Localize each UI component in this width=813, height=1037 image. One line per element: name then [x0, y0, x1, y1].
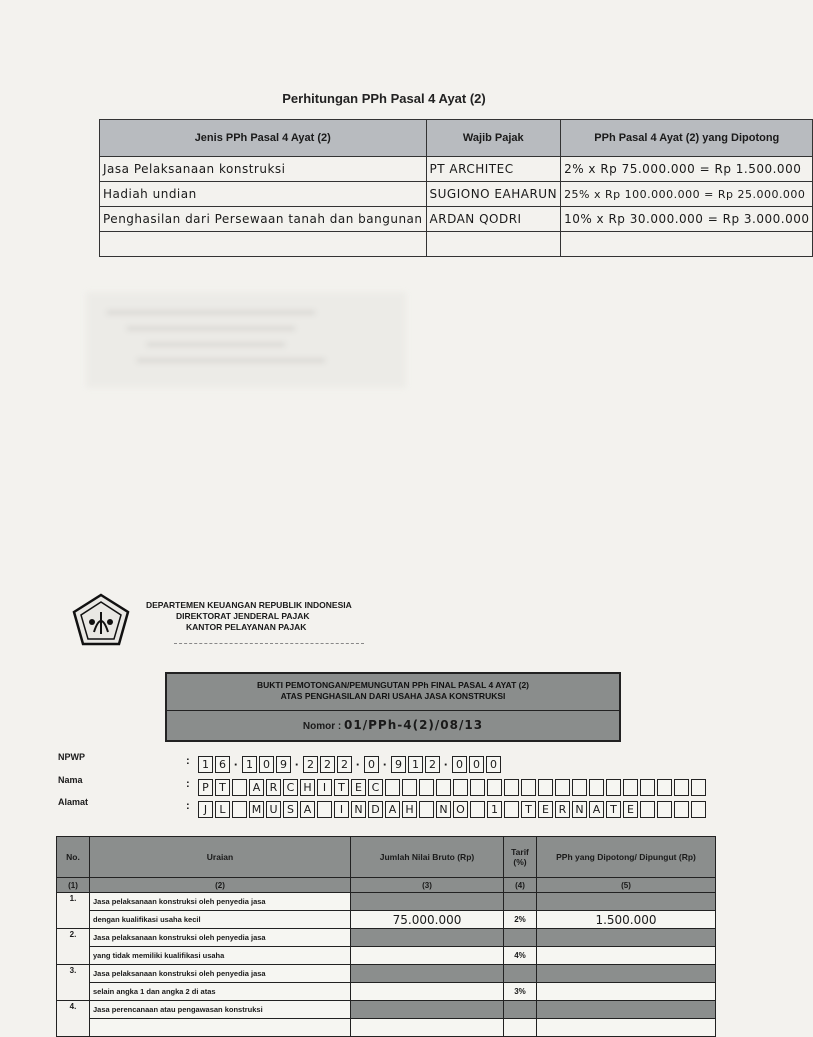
worksheet-cell-empty: [561, 232, 813, 257]
nama-char-box: [504, 779, 519, 796]
worksheet-cell-jenis: Jasa Pelaksanaan konstruksi: [100, 157, 427, 182]
alamat-char-box: N: [351, 801, 366, 818]
alamat-char-box: O: [453, 801, 468, 818]
form-header-uraian: Uraian: [90, 837, 351, 878]
nama-char-box: P: [198, 779, 213, 796]
npwp-digit-box: 9: [276, 756, 291, 773]
row-number: 1.: [57, 893, 90, 929]
erased-scribble: [86, 292, 406, 388]
nomor-row: [167, 710, 619, 739]
nama-char-box: T: [334, 779, 349, 796]
nama-char-box: [691, 779, 706, 796]
worksheet-cell-wajib: SUGIONO EAHARUN: [426, 182, 561, 207]
npwp-digit-box: 9: [391, 756, 406, 773]
npwp-separator: ·: [294, 757, 300, 772]
alamat-char-box: [419, 801, 434, 818]
row-description: Jasa pelaksanaan konstruksi oleh penyedia jasa: [90, 929, 351, 947]
pph-shade: [537, 965, 716, 983]
alamat-char-box: R: [555, 801, 570, 818]
bruto-shade: [351, 893, 504, 911]
npwp-digit-box: 2: [320, 756, 335, 773]
row-description: selain angka 1 dan angka 2 di atas: [90, 983, 351, 1001]
alamat-char-box: [317, 801, 332, 818]
table-row: [100, 207, 813, 232]
colon: :: [186, 755, 190, 767]
nama-char-box: H: [300, 779, 315, 796]
alamat-char-box: 1: [487, 801, 502, 818]
npwp-digit-box: 2: [303, 756, 318, 773]
agency-line: KANTOR PELAYANAN PAJAK: [186, 622, 307, 632]
nama-char-box: [402, 779, 417, 796]
column-number: (5): [537, 878, 716, 893]
worksheet-cell-wajib: PT ARCHITEC: [426, 157, 561, 182]
nama-char-box: R: [266, 779, 281, 796]
nama-char-box: C: [368, 779, 383, 796]
worksheet-header-jenis: Jenis PPh Pasal 4 Ayat (2): [100, 120, 427, 157]
npwp-digit-box: 1: [242, 756, 257, 773]
bruto-value: [351, 983, 504, 1001]
npwp-separator: ·: [355, 757, 361, 772]
npwp-digit-box: 0: [259, 756, 274, 773]
alamat-char-box: S: [283, 801, 298, 818]
table-row: [57, 911, 716, 929]
alamat-char-box: N: [436, 801, 451, 818]
nama-char-box: A: [249, 779, 264, 796]
tarif-shade: [504, 965, 537, 983]
alamat-char-box: [674, 801, 689, 818]
row-number: 3.: [57, 965, 90, 1001]
agency-header: [146, 600, 364, 644]
row-description: [90, 1019, 351, 1037]
form-header-pph: PPh yang Dipotong/ Dipungut (Rp): [537, 837, 716, 878]
npwp-digit-box: 0: [469, 756, 484, 773]
table-row: [57, 1001, 716, 1019]
npwp-digit-box: 2: [425, 756, 440, 773]
nama-char-box: [521, 779, 536, 796]
nama-char-box: [436, 779, 451, 796]
tarif-value: [504, 1019, 537, 1037]
tarif-shade: [504, 893, 537, 911]
table-row: [57, 929, 716, 947]
nama-char-box: C: [283, 779, 298, 796]
column-number-row: [57, 878, 716, 893]
alamat-char-box: [232, 801, 247, 818]
agency-line: DIREKTORAT JENDERAL PAJAK: [176, 611, 310, 621]
worksheet-cell-wajib: ARDAN QODRI: [426, 207, 561, 232]
worksheet-cell-jenis: Hadiah undian: [100, 182, 427, 207]
tarif-value: 3%: [504, 983, 537, 1001]
row-description: dengan kualifikasi usaha kecil: [90, 911, 351, 929]
tarif-value: 4%: [504, 947, 537, 965]
column-number: (4): [504, 878, 537, 893]
alamat-label: Alamat: [58, 797, 89, 807]
worksheet-cell-jenis: Penghasilan dari Persewaan tanah dan bangunan: [100, 207, 427, 232]
tax-office-emblem-icon: [70, 592, 132, 648]
nama-char-box: [385, 779, 400, 796]
worksheet-cell-empty: [100, 232, 427, 257]
worksheet-cell-pph: 2% x Rp 75.000.000 = Rp 1.500.000: [561, 157, 813, 182]
nomor-label: Nomor :: [302, 721, 342, 732]
bruto-value: [351, 1019, 504, 1037]
pph-value: [537, 983, 716, 1001]
npwp-boxes: [198, 756, 501, 773]
alamat-char-box: D: [368, 801, 383, 818]
table-row: [100, 157, 813, 182]
alamat-char-box: I: [334, 801, 349, 818]
form-table: [56, 836, 716, 1037]
worksheet-header-pph: PPh Pasal 4 Ayat (2) yang Dipotong: [561, 120, 813, 157]
pph-value: [537, 947, 716, 965]
npwp-digit-box: 0: [486, 756, 501, 773]
tarif-shade: [504, 929, 537, 947]
npwp-separator: ·: [443, 757, 449, 772]
form-header-no: No.: [57, 837, 90, 878]
nama-char-box: [419, 779, 434, 796]
table-row: [57, 965, 716, 983]
nama-char-box: [623, 779, 638, 796]
alamat-char-box: [504, 801, 519, 818]
nama-char-box: I: [317, 779, 332, 796]
nama-char-box: [470, 779, 485, 796]
row-number: 4.: [57, 1001, 90, 1037]
bruto-shade: [351, 965, 504, 983]
npwp-separator: ·: [233, 757, 239, 772]
pph-value: [537, 1019, 716, 1037]
nama-char-box: [487, 779, 502, 796]
tarif-shade: [504, 1001, 537, 1019]
form-header-tarif: Tarif (%): [504, 837, 537, 878]
worksheet-title: Perhitungan PPh Pasal 4 Ayat (2): [282, 91, 486, 106]
npwp-digit-box: 6: [215, 756, 230, 773]
alamat-char-box: J: [198, 801, 213, 818]
worksheet-cell-pph: 10% x Rp 30.000.000 = Rp 3.000.000: [561, 207, 813, 232]
alamat-char-box: A: [385, 801, 400, 818]
nama-char-box: [572, 779, 587, 796]
form-title-line: ATAS PENGHASILAN DARI USAHA JASA KONSTRUKSI: [280, 691, 506, 701]
pph-shade: [537, 1001, 716, 1019]
alamat-boxes: [198, 801, 706, 818]
alamat-char-box: [691, 801, 706, 818]
column-number: (2): [90, 878, 351, 893]
form-title-line: BUKTI PEMOTONGAN/PEMUNGUTAN PPh FINAL PASAL 4 AYAT (2): [256, 680, 530, 690]
row-description: Jasa perencanaan atau pengawasan konstruksi: [90, 1001, 351, 1019]
npwp-label: NPWP: [58, 752, 85, 762]
nama-char-box: [640, 779, 655, 796]
colon: :: [186, 778, 190, 790]
colon: :: [186, 800, 190, 812]
npwp-digit-box: 0: [364, 756, 379, 773]
nama-char-box: [453, 779, 468, 796]
pph-value: 1.500.000: [537, 911, 716, 929]
table-row: [100, 232, 813, 257]
pph-shade: [537, 929, 716, 947]
row-description: Jasa pelaksanaan konstruksi oleh penyedia jasa: [90, 965, 351, 983]
worksheet-cell-pph: 25% x Rp 100.000.000 = Rp 25.000.000: [561, 182, 813, 207]
npwp-digit-box: 1: [408, 756, 423, 773]
npwp-digit-box: 1: [198, 756, 213, 773]
table-row: [57, 893, 716, 911]
alamat-char-box: T: [521, 801, 536, 818]
nomor-value: 01/PPh-4(2)/08/13: [344, 718, 484, 732]
kpp-blank-line: [174, 633, 364, 644]
nama-char-box: [232, 779, 247, 796]
agency-line: DEPARTEMEN KEUANGAN REPUBLIK INDONESIA: [146, 600, 352, 610]
npwp-separator: ·: [382, 757, 388, 772]
nama-char-box: T: [215, 779, 230, 796]
table-row: [57, 1019, 716, 1037]
column-number: (3): [351, 878, 504, 893]
alamat-char-box: A: [300, 801, 315, 818]
bruto-shade: [351, 929, 504, 947]
npwp-digit-box: 2: [337, 756, 352, 773]
alamat-char-box: [640, 801, 655, 818]
table-row: [57, 947, 716, 965]
row-description: Jasa pelaksanaan konstruksi oleh penyedia jasa: [90, 893, 351, 911]
nama-char-box: [555, 779, 570, 796]
alamat-char-box: H: [402, 801, 417, 818]
alamat-char-box: [657, 801, 672, 818]
row-number: 2.: [57, 929, 90, 965]
alamat-char-box: M: [249, 801, 264, 818]
bruto-value: [351, 947, 504, 965]
table-row: [57, 983, 716, 1001]
worksheet-header-wajib: Wajib Pajak: [426, 120, 561, 157]
alamat-char-box: U: [266, 801, 281, 818]
nama-char-box: [538, 779, 553, 796]
alamat-char-box: A: [589, 801, 604, 818]
row-description: yang tidak memiliki kualifikasi usaha: [90, 947, 351, 965]
pph-shade: [537, 893, 716, 911]
alamat-char-box: [470, 801, 485, 818]
bruto-shade: [351, 1001, 504, 1019]
tarif-value: 2%: [504, 911, 537, 929]
form-title-box: [165, 672, 621, 742]
alamat-char-box: E: [623, 801, 638, 818]
bruto-value: 75.000.000: [351, 911, 504, 929]
nama-label: Nama: [58, 775, 83, 785]
nama-char-box: [674, 779, 689, 796]
form-header-bruto: Jumlah Nilai Bruto (Rp): [351, 837, 504, 878]
nama-char-box: [657, 779, 672, 796]
worksheet-cell-empty: [426, 232, 561, 257]
nama-char-box: [589, 779, 604, 796]
alamat-char-box: E: [538, 801, 553, 818]
worksheet-table: [99, 119, 813, 257]
column-number: (1): [57, 878, 90, 893]
nama-boxes: [198, 779, 706, 796]
nama-char-box: [606, 779, 621, 796]
alamat-char-box: T: [606, 801, 621, 818]
npwp-digit-box: 0: [452, 756, 467, 773]
alamat-char-box: N: [572, 801, 587, 818]
nama-char-box: E: [351, 779, 366, 796]
table-row: [100, 182, 813, 207]
alamat-char-box: L: [215, 801, 230, 818]
